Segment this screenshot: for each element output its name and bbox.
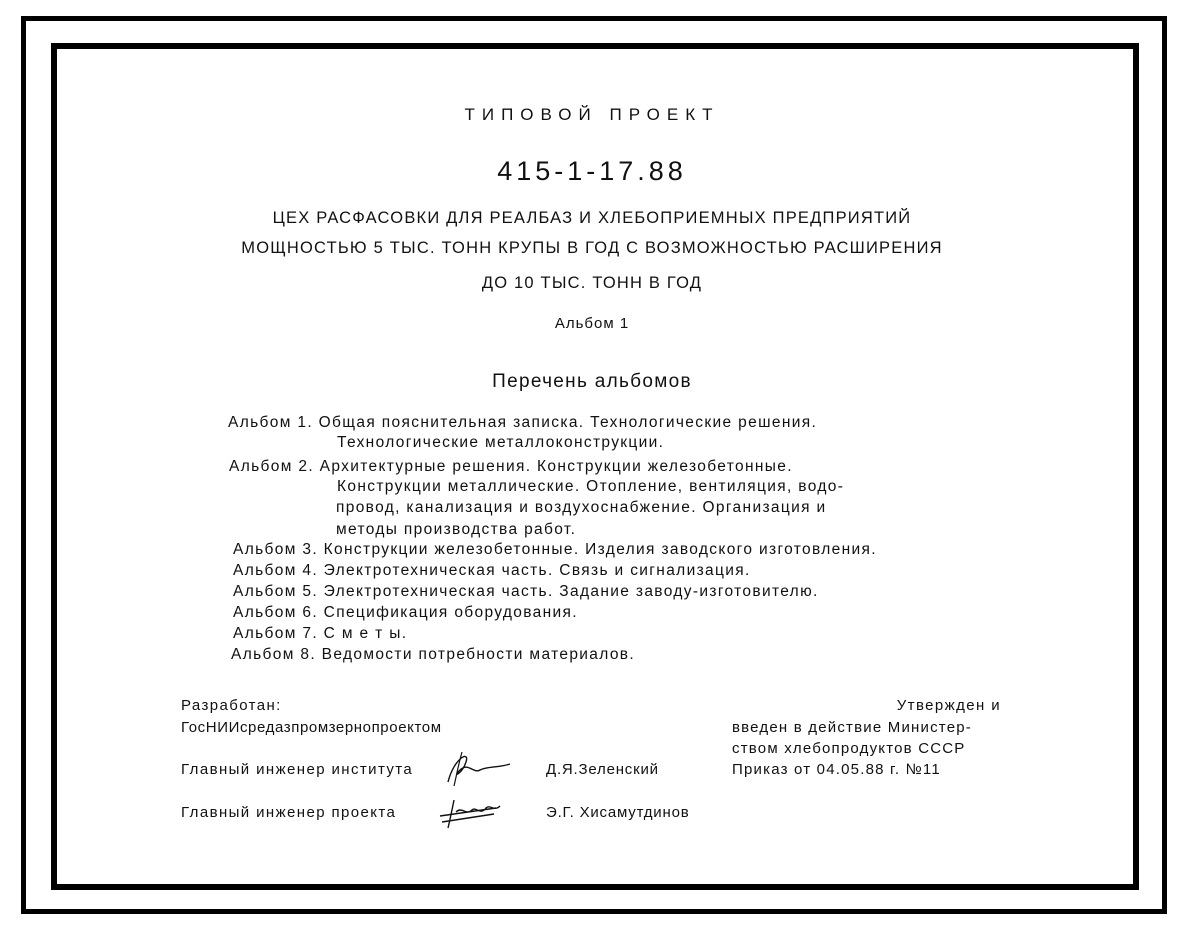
list-item: Альбом 6. Спецификация оборудования. — [233, 604, 578, 621]
subtitle-line: ДО 10 ТЫС. ТОНН В ГОД — [481, 274, 703, 292]
list-item: провод, канализация и воздухоснабжение. Организация и — [336, 499, 827, 516]
project-number: 415-1-17.88 — [497, 156, 687, 186]
list-item: Альбом 4. Электротехническая часть. Связь и сигнализация. — [233, 562, 751, 579]
approved-line: Приказ от 04.05.88 г. №11 — [732, 761, 941, 778]
list-item: Альбом 8. Ведомости потребности материалов. — [231, 646, 636, 663]
signature-institute — [440, 748, 515, 788]
subtitle-line: ЦЕХ РАСФАСОВКИ ДЛЯ РЕАЛБАЗ И ХЛЕБОПРИЕМНЫХ ПРЕДПРИЯТИЙ — [272, 209, 912, 227]
list-heading: Перечень альбомов — [492, 371, 692, 392]
approved-line: введен в действие Министер- — [732, 719, 972, 736]
subtitle-line: МОЩНОСТЬЮ 5 ТЫС. ТОНН КРУПЫ В ГОД С ВОЗМОЖНОСТЬЮ РАСШИРЕНИЯ — [241, 239, 943, 257]
list-item: Альбом 5. Электротехническая часть. Задание заводу-изготовителю. — [233, 583, 819, 600]
developer-name: ГосНИИсредазпромзернопроектом — [181, 719, 442, 736]
approved-line: ством хлебопродуктов СССР — [732, 740, 966, 757]
chief-project-label: Главный инженер проекта — [181, 804, 397, 821]
list-item: Альбом 2. Архитектурные решения. Конструкции железобетонные. — [229, 458, 793, 475]
chief-institute-name: Д.Я.Зеленский — [546, 761, 659, 778]
list-item: Альбом 7. С м е т ы. — [233, 625, 408, 642]
document-title: ТИПОВОЙ ПРОЕКТ — [464, 105, 720, 124]
list-item: методы производства работ. — [336, 521, 577, 538]
approved-line: Утвержден и — [896, 697, 1001, 714]
signature-project — [436, 794, 506, 832]
list-item: Технологические металлоконструкции. — [337, 434, 665, 451]
chief-institute-label: Главный инженер института — [181, 761, 414, 778]
list-item: Конструкции металлические. Отопление, вентиляция, водо- — [337, 478, 845, 495]
album-number: Альбом 1 — [554, 315, 630, 332]
list-item: Альбом 1. Общая пояснительная записка. Технологические решения. — [228, 414, 818, 431]
list-item: Альбом 3. Конструкции железобетонные. Изделия заводского изготовления. — [233, 541, 877, 558]
developed-label: Разработан: — [181, 697, 282, 714]
chief-project-name: Э.Г. Хисамутдинов — [546, 804, 690, 821]
